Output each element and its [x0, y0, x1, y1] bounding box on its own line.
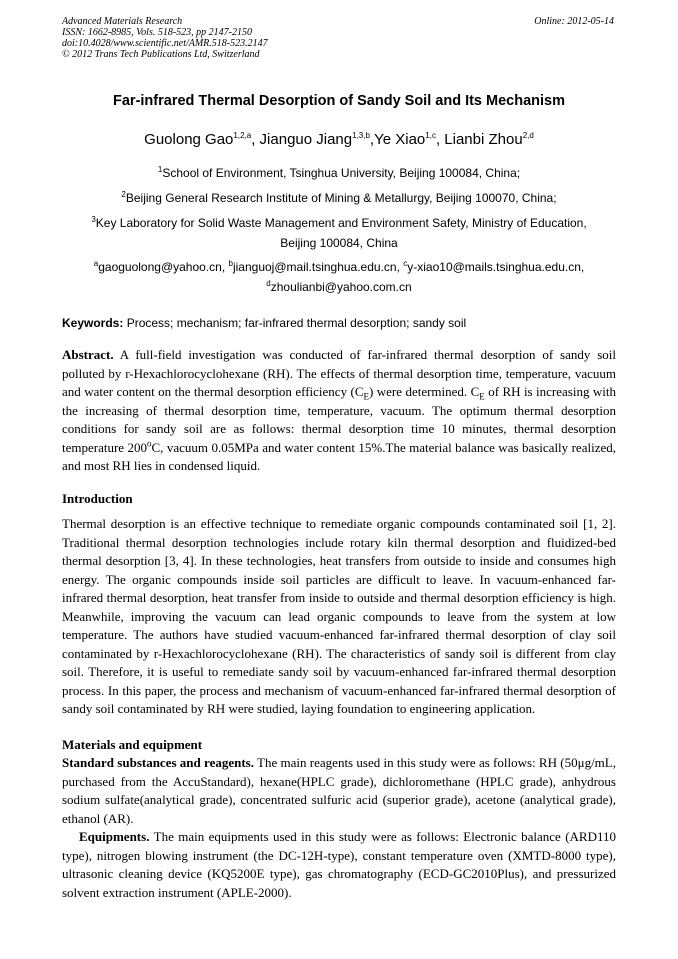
abstract — [62, 346, 616, 476]
author-affil-sup: 1,3,b — [352, 131, 370, 140]
affiliation-sup: 3 — [91, 215, 96, 224]
author-affil-sup: 1,c — [425, 131, 436, 140]
email-d: zhoulianbi@yahoo.com.cn — [270, 280, 412, 294]
author-list — [62, 131, 616, 148]
doi-line: doi:10.4028/www.scientific.net/AMR.518-523.2147 — [62, 38, 268, 49]
author-name: Guolong Gao — [144, 131, 234, 148]
paper-title: Far-infrared Thermal Desorption of Sandy Soil and Its Mechanism — [113, 93, 565, 109]
superscript: o — [147, 438, 152, 449]
email-b: jianguoj@mail.tsinghua.edu.cn, — [232, 260, 400, 274]
reagents-paragraph — [62, 754, 616, 828]
affiliation-sup: 1 — [157, 165, 163, 174]
equipments-label: Equipments. — [79, 829, 150, 844]
equipments-text: The main equipments used in this study were as follows: Electronic balance (ARD110 type), nitrogen blowing instrument (the DC-12H-type), constant temperature oven (XMTD-8000 type), ultrasonic cleaning device (KQ5200E type), gas chromatography (ECD-GC2010Plus), and pressurized solvent extraction instrument (APLE-2000). — [62, 829, 617, 900]
affiliation-2 — [62, 188, 616, 208]
online-date: Online: 2012-05-14 — [534, 16, 614, 27]
affiliation-text: School of Environment, Tsinghua University, Beijing 100084, China; — [162, 166, 521, 180]
author-name: Jianguo Jiang — [259, 131, 353, 148]
author-separator: , — [251, 131, 260, 148]
copyright-line: © 2012 Trans Tech Publications Ltd, Switzerland — [62, 49, 260, 60]
subscript: E — [363, 391, 370, 402]
email-sup: d — [266, 279, 271, 288]
author-name: Lianbi Zhou — [444, 131, 523, 148]
introduction-text: Thermal desorption is an effective technique to remediate organic compounds contaminated soil [1, 2]. Traditional thermal desorption technologies include rotary kiln thermal desorption and fluidized-bed thermal desorption [3, 4]. In these technologies, heat transfers from outside to inside and consumes high energy. The organic compounds inside soil particles are difficult to leave. In vacuum-enhanced far-infrared thermal desorption, heat transfer from inside to outside and thermal desorption efficiency is high. Meanwhile, improving the vacuum can lead organic compounds to leave from the system at low temperature. The authors have studied vacuum-enhanced far-infrared thermal desorption of clay soil contaminated by r-Hexachlorocyclohexane (RH). The characteristics of sandy soil is different from clay soil. Therefore, it is useful to remediate sandy soil by vacuum-enhanced far-infrared thermal desorption process. In this paper, the process and mechanism of vacuum-enhanced far-infrared thermal desorption of sandy soil contaminated by RH were studied, laying foundation to engineering application. — [62, 516, 616, 716]
section-heading-introduction: Introduction — [62, 491, 133, 506]
author-separator: , — [369, 131, 375, 148]
issn-line: ISSN: 1662-8985, Vols. 518-523, pp 2147-2150 — [62, 27, 252, 38]
journal-name: Advanced Materials Research — [62, 16, 183, 27]
email-a: gaoguolong@yahoo.cn, — [98, 260, 226, 274]
affiliation-3 — [62, 213, 616, 253]
email-c: y-xiao10@mails.tsinghua.edu.cn, — [407, 260, 585, 274]
email-sup: b — [228, 259, 233, 268]
abstract-text: of RH is increasing with the increasing of thermal desorption time, temperature, vacuum. The optimum thermal desorption conditions for sandy soil are as follows: thermal desorption time 10 minutes, thermal desorption temperature 200 — [62, 384, 617, 455]
email-sup: c — [403, 259, 408, 268]
keywords — [62, 316, 616, 330]
affiliation-sup: 2 — [121, 190, 126, 199]
reagents-label: Standard substances and reagents. — [62, 755, 254, 770]
equipments-paragraph — [62, 828, 616, 902]
reagents-text: The main reagents used in this study were as follows: RH (50μg/mL, purchased from the AccuStandard), hexane(HPLC grade), dichloromethane (HPLC grade), anhydrous sodium sulfate(analytical grade), concentrated sulfuric acid (superior grade), acetone (analytical grade), ethanol (AR). — [62, 755, 616, 826]
section-heading-materials: Materials and equipment — [62, 737, 203, 752]
affiliation-text: Beijing General Research Institute of Mining & Metallurgy, Beijing 100070, China; — [125, 191, 557, 205]
keywords-label: Keywords: — [62, 316, 124, 330]
affiliation-text: Key Laboratory for Solid Waste Management and Environment Safety, Ministry of Education, — [95, 216, 587, 230]
abstract-text: ) were determined. C — [369, 384, 480, 399]
author-name: Ye Xiao — [374, 131, 426, 148]
journal-header — [62, 16, 614, 60]
author-separator: , — [435, 131, 445, 148]
keywords-text: Process; mechanism; far-infrared thermal desorption; sandy soil — [126, 316, 467, 330]
author-emails — [62, 257, 616, 297]
author-affil-sup: 1,2,a — [233, 131, 252, 140]
subscript: E — [479, 391, 485, 402]
abstract-label: Abstract. — [62, 347, 114, 362]
affiliation-1 — [62, 163, 616, 183]
author-affil-sup: 2,d — [522, 131, 534, 140]
affiliation-text-cont: Beijing 100084, China — [280, 236, 398, 250]
email-sup: a — [93, 259, 99, 268]
abstract-text: C, vacuum 0.05MPa and water content 15%.The material balance was basically realized, and most RH lies in condensed liquid. — [62, 439, 616, 473]
abstract-text: A full-field investigation was conducted of far-infrared thermal desorption of sandy soil polluted by r-Hexachlorocyclohexane (RH). The effects of thermal desorption time, temperature, vacuum and water content on the thermal desorption efficiency (C — [62, 347, 616, 399]
